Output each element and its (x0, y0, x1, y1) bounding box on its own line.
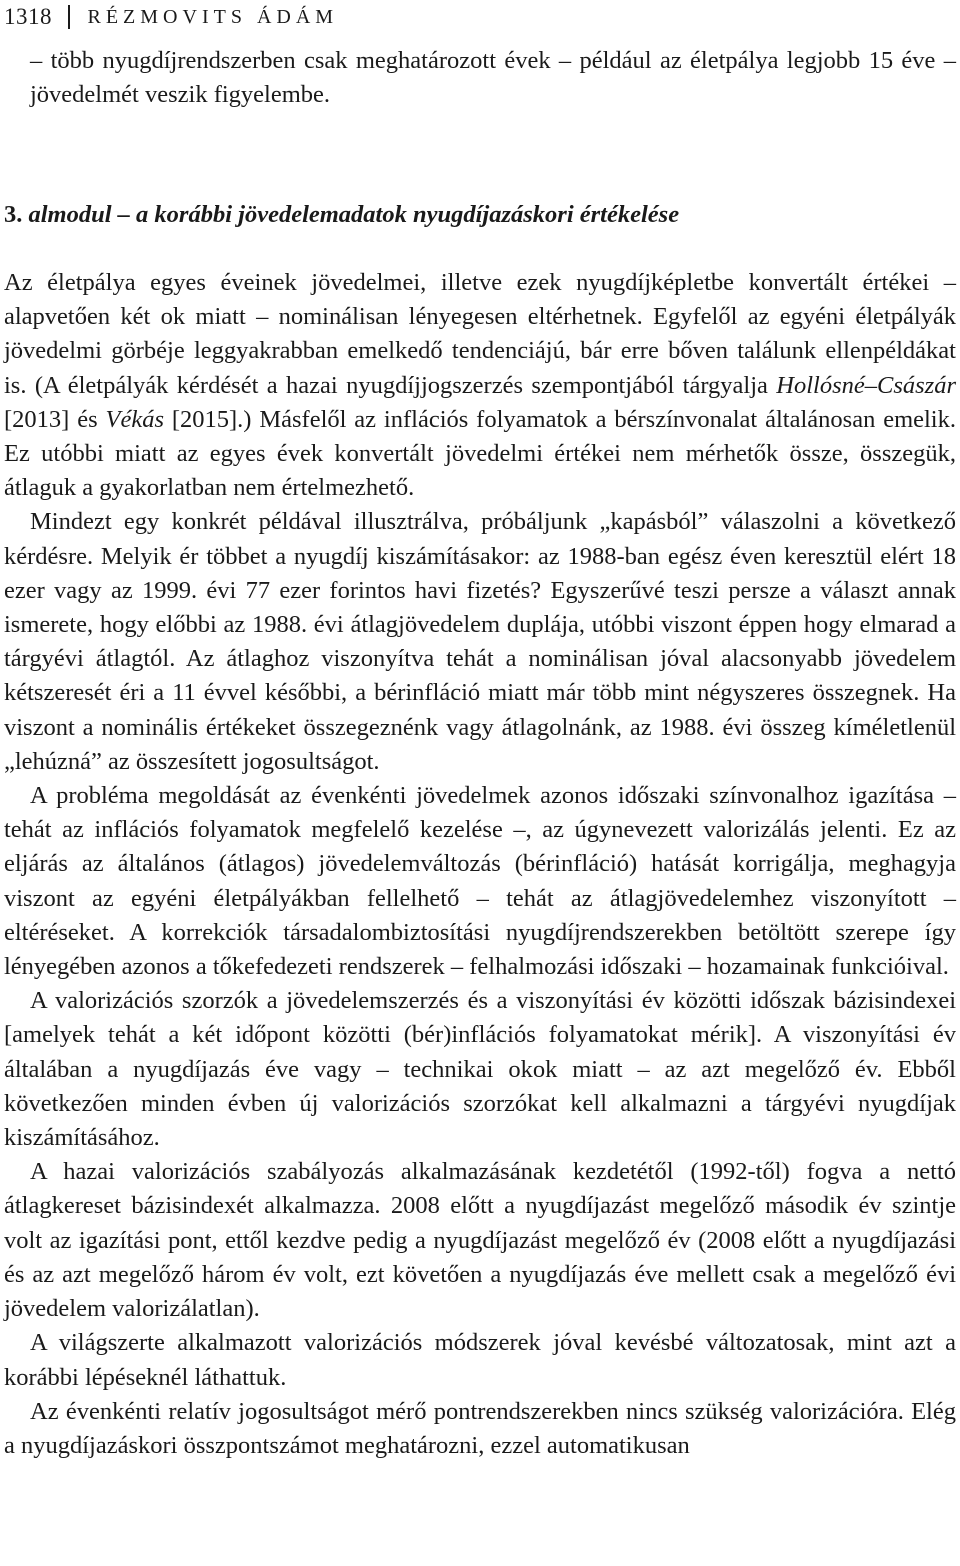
paragraph-4: A valorizációs szorzók a jövedelemszerzés és a viszonyítási év közötti időszak bázisindexei [amelyek tehát a két időpont közötti (bér)inflációs folyamatokat mérik]. A viszonyítási év általában a nyugdíjazás éve vagy – technikai okok miatt – az azt megelőző év. Ebből következően minden évben új valorizációs szorzókat kell alkalmazni a tárgyévi nyugdíjak kiszámításához. (4, 987, 956, 1152)
paragraph-1-part-c: [2015].) Másfelől az inflációs folyamatok a bérszínvonalat általánosan emelik. Ez utóbbi miatt az egyes évek konvertált jövedelmi értékei nem mérhetők össze, összegük, átlaguk a gyakorlatban nem értelmezhető. (4, 405, 956, 502)
running-head-author: RÉZMOVITS ÁDÁM (87, 6, 339, 28)
paragraph-3: A probléma megoldását az évenkénti jövedelmek azonos időszaki színvonalhoz igazítása – tehát az inflációs folyamatok megfelelő kezelése –, az úgynevezett valorizálás jelenti. Ez az eljárás az általános (átlagos) jövedelemváltozás (bérinfláció) hatását korrigálja, meghagyja viszont az egyéni életpályákban fellelhető – tehát az átlagjövedelemhez viszonyított – eltéréseket. A korrekciók társadalombiztosítási nyugdíjrendszerekben betöltött szerepe így lényegében azonos a tőkefedezeti rendszerek – felhalmozási időszaki – hozamainak funkcióival. (4, 782, 956, 981)
citation-vekas: Vékás (105, 405, 164, 433)
section-number: 3. (4, 201, 23, 228)
paragraph-7: Az évenkénti relatív jogosultságot mérő pontrendszerekben nincs szükség valorizációra. Elég a nyugdíjazáskori összpontszámot meghatározni, ezzel automatikusan (4, 1397, 956, 1459)
body-text (4, 266, 956, 1463)
paragraph-6: A világszerte alkalmazott valorizációs módszerek jóval kevésbé változatosak, mint azt a korábbi lépéseknél láthattuk. (4, 1329, 956, 1391)
dash-list-item: – több nyugdíjrendszerben csak meghatározott évek – például az életpálya legjobb 15 éve – jövedelmét veszik figyelembe. (30, 47, 956, 109)
citation-hollosne-csaszar: Hollósné–Császár (776, 371, 956, 399)
intro-block (4, 44, 956, 112)
page-number: 1318 (4, 4, 52, 29)
page-header (4, 2, 338, 32)
section-heading (4, 198, 956, 232)
paragraph-5: A hazai valorizációs szabályozás alkalmazásának kezdetétől (1992-től) fogva a nettó átlagkereset bázisindexét alkalmazza. 2008 előtt a nyugdíjazást megelőző második év szintje volt az igazítási pont, ettől kezdve pedig a nyugdíjazást megelőző év (2008 előtt a nyugdíjazási és az azt megelőző három év volt, ezt követően a nyugdíjazás éve mellett csak a megelőző évi jövedelem valorizálatlan). (4, 1158, 956, 1323)
paragraph-1 (4, 266, 956, 505)
header-divider (68, 5, 70, 29)
section-title: almodul – a korábbi jövedelemadatok nyugdíjazáskori értékelése (28, 201, 680, 228)
paragraph-2: Mindezt egy konkrét példával illusztrálva, próbáljunk „kapásból” válaszolni a következő kérdésre. Melyik ér többet a nyugdíj kiszámításakor: az 1988-ban egész éven keresztül elért 18 ezer vagy az 1999. évi 77 ezer forintos havi fizetés? Egyszerűvé teszi persze a választ annak ismerete, hogy előbbi az 1988. évi átlagjövedelem duplája, utóbbi viszont éppen hogy elmarad a tárgyévi átlagtól. Az átlaghoz viszonyítva tehát a nominálisan jóval alacsonyabb jövedelem kétszeresét éri a 11 évvel későbbi, a bérinfláció miatt már több mint négyszeres összegnek. Ha viszont a nominális értékeket összegeznénk vagy átlagolnánk, az 1988. évi összeg kíméletlenül „lehúzná” az összesített jogosultságot. (4, 508, 956, 775)
paragraph-1-part-b: [2013] és (4, 405, 106, 433)
paragraph-1-part-a: Az életpálya egyes éveinek jövedelmei, illetve ezek nyugdíjképletbe konvertált értékei – alapvetően két ok miatt – nominálisan lényegesen eltérhetnek. Egyfelől az egyéni életpályák jövedelmi görbéje leggyakrabban emelkedő tendenciájú, bár erre bőven találunk ellenpéldákat is. (A életpályák kérdését a hazai nyugdíjjogszerzés szempontjából tárgyalja (4, 269, 956, 399)
